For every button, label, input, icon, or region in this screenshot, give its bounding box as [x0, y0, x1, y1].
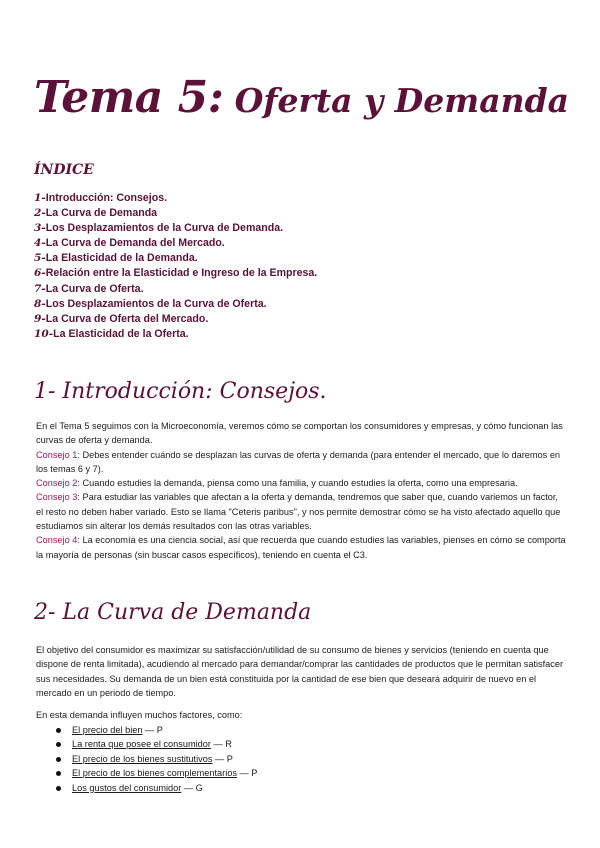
consejo-label: Consejo 4:	[36, 535, 80, 546]
consejo-text: Para estudiar las variables que afectan a la oferta y demanda, tendremos que saber que, cuando variemos un factor, el resto no deben haber variado. Esto se llama "Ceteris paribus", y nos permite demostrar cómo se ha visto afectado aquello que estudiamos sin alterar los demás resultados con las otras variables.	[36, 492, 561, 532]
list-item: El precio del bien — P	[56, 723, 257, 737]
consejo-label: Consejo 2:	[36, 478, 80, 489]
toc-item: 7-La Curva de Oferta.	[34, 282, 144, 295]
title-rest: Oferta y Demanda	[234, 81, 570, 120]
list-item: Los gustos del consumidor — G	[56, 781, 257, 795]
bullet-icon	[56, 728, 61, 733]
toc-item: 8-Los Desplazamientos de la Curva de Oferta.	[34, 297, 267, 310]
toc-item: 4-La Curva de Demanda del Mercado.	[34, 237, 225, 250]
bullet-icon	[56, 786, 61, 791]
list-item: El precio de los bienes complementarios — P	[56, 766, 257, 780]
section1-intro: En el Tema 5 seguimos con la Microeconomía, veremos cómo se comportan los consumidores y empresas, y cómo funcionan las curvas de oferta y demanda.	[36, 421, 563, 446]
toc-item: 9-La Curva de Oferta del Mercado.	[34, 312, 209, 325]
bullet-icon	[56, 757, 61, 762]
factors-intro: En esta demanda influyen muchos factores, como:	[36, 710, 243, 720]
section1-body	[36, 419, 566, 562]
factors-list	[56, 723, 257, 795]
bullet-icon	[56, 742, 61, 747]
consejo-text: La economía es una ciencia social, así que recuerda que cuando estudies las variables, pienses en cómo se comporta la mayoría de personas (sin buscar casos específicos), teniendo en cuenta el C3.	[36, 535, 566, 560]
toc-item: 6-Relación entre la Elasticidad e Ingreso de la Empresa.	[34, 267, 318, 280]
consejo-label: Consejo 3:	[36, 492, 80, 503]
list-item: El precio de los bienes sustitutivos — P	[56, 752, 257, 766]
toc-item: 3-Los Desplazamientos de la Curva de Demanda.	[34, 222, 284, 235]
section2-heading: 2- La Curva de Demanda	[34, 600, 312, 625]
page-title	[34, 72, 569, 123]
section1-heading: 1- Introducción: Consejos.	[34, 379, 327, 404]
toc-item: 5-La Elasticidad de la Demanda.	[34, 252, 198, 265]
consejo-text: Debes entender cuándo se desplazan las curvas de oferta y demanda (para entender el mercado, que lo daremos en los temas 6 y 7).	[36, 449, 561, 474]
list-item: La renta que posee el consumidor — R	[56, 737, 257, 751]
table-of-contents	[34, 191, 317, 342]
consejo-text: Cuando estudies la demanda, piensa como una familia, y cuando estudies la oferta, como una empresaria.	[82, 478, 518, 489]
indice-heading: ÍNDICE	[34, 162, 94, 178]
consejo-label: Consejo 1:	[36, 449, 80, 460]
title-prefix: Tema 5:	[34, 72, 224, 123]
section2-paragraph: El objetivo del consumidor es maximizar su satisfacción/utilidad de su consumo de bienes y servicios (teniendo en cuenta que dispone de renta limitada), acudiendo al mercado para demandar/comprar las cantidades de productos que le permitan satisfacer sus necesidades. Su demanda de un bien está constituida por la cantidad de ese bien que deseará adquirir de nuevo en el mercado en un periodo de tiempo.	[36, 645, 564, 698]
toc-item: 10-La Elasticidad de la Oferta.	[34, 327, 189, 340]
toc-item: 2-La Curva de Demanda	[34, 207, 158, 220]
toc-item: 1-Introducción: Consejos.	[34, 192, 168, 204]
bullet-icon	[56, 771, 61, 776]
